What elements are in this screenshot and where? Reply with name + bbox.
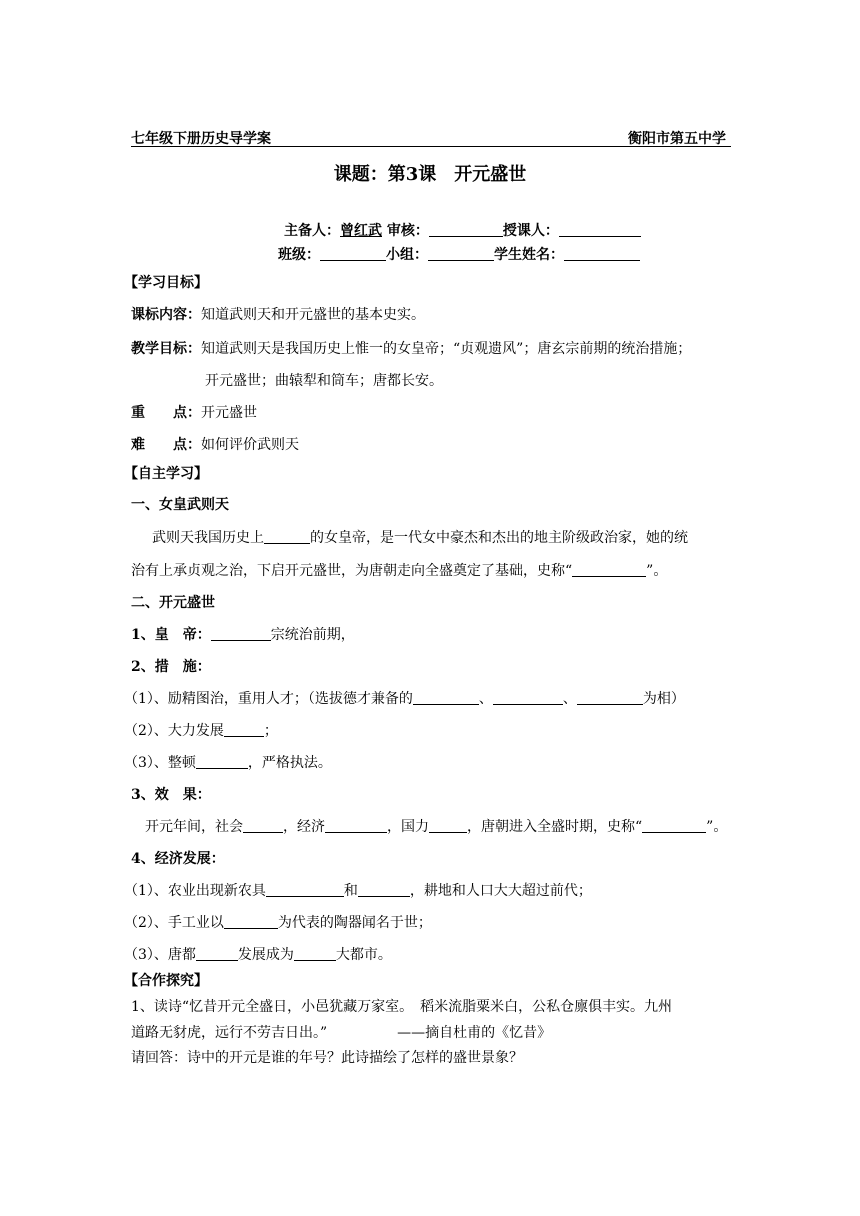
class-label: 班级： [278,247,320,263]
teaching-text-2: 开元盛世；曲辕犁和筒车；唐都长安。 [205,373,443,389]
e3-blank-1[interactable] [196,946,238,961]
preparer-name: 曾红武 [340,223,382,239]
header-school: 衡阳市第五中学 [628,131,726,147]
meta-row-2 [278,244,640,264]
m2-text-a: （2）、大力发展 [124,723,224,739]
e3-text-c: 大都市。 [335,947,392,963]
effect-text-c: ，国力 [387,819,429,835]
effect-blank-3[interactable] [429,818,467,833]
e2-text-b: 为代表的陶器闻名于世； [277,915,432,931]
effect-text-e: ”。 [706,819,728,835]
teaching-text-1: 知道武则天是我国历史上惟一的女皇帝；“贞观遗风”；唐玄宗前期的统治措施； [201,341,692,357]
e1-blank-2[interactable] [358,882,410,897]
difficult-line [131,434,299,454]
goals-heading: 【学习目标】 [124,275,208,291]
e1-text-a: （1）、农业出现新农具 [124,883,266,899]
meta-row-1 [284,220,641,240]
header-divider [131,146,731,147]
economy-3 [124,944,392,964]
q1-source: ——摘自杜甫的《忆昔》 [397,1025,552,1041]
effect-blank-1[interactable] [243,818,283,833]
teacher-label: 授课人： [502,223,559,239]
s1-blank-1[interactable] [264,529,310,544]
student-label: 学生姓名： [494,247,564,263]
preparer-label: 主备人： [284,223,340,239]
s1-text-b: 的女皇帝，是一代女中豪杰和杰出的地主阶级政治家，她的统 [310,530,688,546]
teaching-label: 教学目标： [131,341,201,357]
m2-text-b: ； [263,723,278,739]
emperor-blank[interactable] [211,626,271,641]
group-blank[interactable] [428,246,494,261]
m2-blank[interactable] [224,722,264,737]
key-label: 重 点： [131,405,201,421]
q1-line-1: 1、读诗“忆昔开元全盛日，小邑犹藏万家室。 稻米流脂粟米白，公私仓廪俱丰实。九州 [131,999,673,1015]
reviewer-blank[interactable] [429,222,503,237]
s1-text-a: 武则天我国历史上 [152,530,264,546]
measure-3 [124,752,332,772]
m1-blank-1[interactable] [413,690,479,705]
section1-heading: 一、女皇武则天 [131,497,229,513]
teacher-blank[interactable] [559,222,641,237]
e3-text-b: 发展成为 [237,947,294,963]
e1-text-b: 和 [343,883,358,899]
economy-heading: 4、经济发展： [131,851,225,867]
emperor-line [131,624,355,644]
e3-blank-2[interactable] [294,946,336,961]
m1-sep-1: 、 [478,691,493,707]
effect-blank-4[interactable] [642,818,706,833]
e2-blank[interactable] [224,914,278,929]
m1-blank-3[interactable] [577,690,643,705]
difficult-text: 如何评价武则天 [201,437,299,453]
m1-text-b: 为相） [642,691,685,707]
effect-blank-2[interactable] [325,818,387,833]
standard-line [131,304,425,324]
difficult-label: 难 点： [131,437,201,453]
coop-heading: 【合作探究】 [124,973,208,989]
standard-label: 课标内容： [131,307,201,323]
group-label: 小组： [386,247,428,263]
emperor-text: 宗统治前期， [270,627,355,643]
class-blank[interactable] [320,246,386,261]
measure-1 [124,688,685,708]
m3-text-b: ，严格执法。 [247,755,332,771]
s1-text-c: 治有上承贞观之治，下启开元盛世，为唐朝走向全盛奠定了基础，史称“ [131,563,573,579]
q1-question: 请回答：诗中的开元是谁的年号？此诗描绘了怎样的盛世景象？ [131,1050,523,1066]
s1-text-d: ”。 [646,563,668,579]
student-blank[interactable] [564,246,640,261]
s1-blank-2[interactable] [572,562,646,577]
effect-text-d: ，唐朝进入全盛时期，史称“ [467,819,643,835]
e2-text-a: （2）、手工业以 [124,915,224,931]
effect-heading: 3、效 果： [131,787,211,803]
q1-line-2 [131,1022,551,1042]
q1-poem-end: 道路无豺虎，远行不劳吉日出。” [131,1025,328,1041]
e1-blank-1[interactable] [266,882,344,897]
reviewer-label: 审核： [386,223,429,239]
e3-text-a: （3）、唐都 [124,947,196,963]
e1-text-c: ，耕地和人口大大超过前代； [409,883,592,899]
m3-text-a: （3）、整顿 [124,755,196,771]
effect-text-a: 开元年间，社会 [145,819,243,835]
measure-2 [124,720,278,740]
lesson-title: 课题：第3课 开元盛世 [333,164,527,185]
standard-text: 知道武则天和开元盛世的基本史实。 [201,307,425,323]
emperor-label: 1、皇 帝： [131,627,211,643]
teaching-line-1 [131,338,691,358]
economy-1 [124,880,592,900]
economy-2 [124,912,432,932]
measures-heading: 2、措 施： [131,659,211,675]
m1-blank-2[interactable] [493,690,563,705]
self-study-heading: 【自主学习】 [124,466,208,482]
m1-sep-2: 、 [562,691,577,707]
m3-blank[interactable] [196,754,248,769]
s1-line-1 [152,527,688,547]
effect-line [145,816,727,836]
m1-text-a: （1）、励精图治，重用人才；（选拔德才兼备的 [124,691,413,707]
header-course: 七年级下册历史导学案 [131,131,271,147]
s1-line-2 [131,560,667,580]
effect-text-b: ，经济 [283,819,325,835]
section2-heading: 二、开元盛世 [131,595,215,611]
key-text: 开元盛世 [201,405,257,421]
key-line [131,402,257,422]
